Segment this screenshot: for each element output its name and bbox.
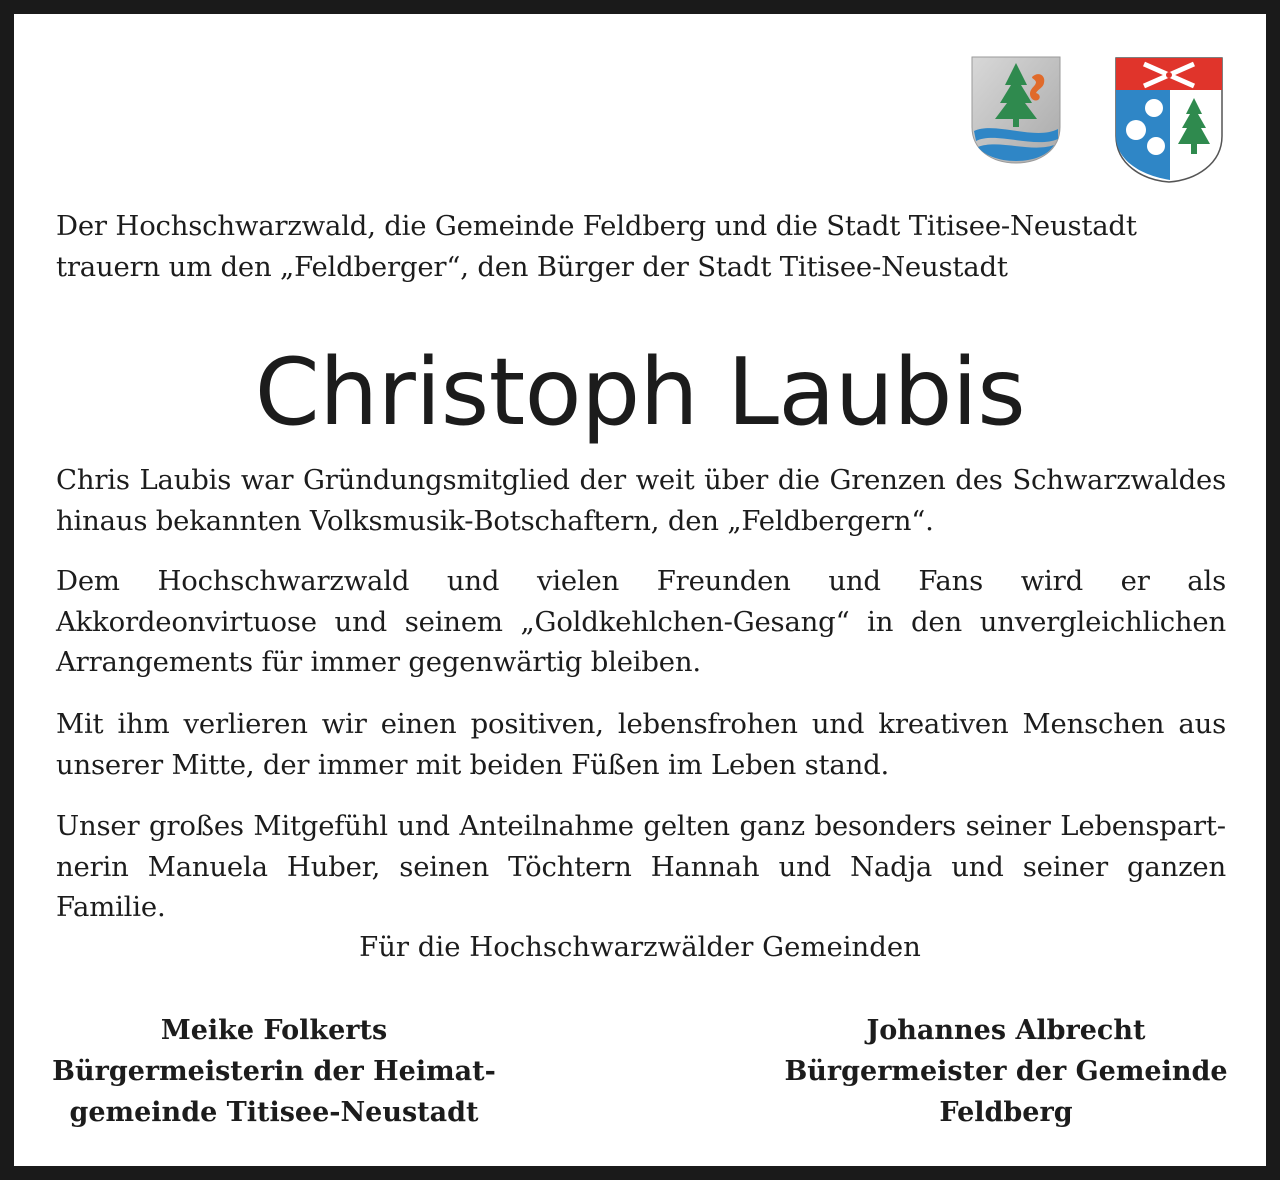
- closing-line: Für die Hochschwarzwälder Gemeinden: [359, 931, 921, 963]
- signatory-name: Meike Folkerts: [160, 1015, 388, 1046]
- signatory-title: Feldberg: [939, 1097, 1073, 1128]
- paragraph-founding-member: Chris Laubis war Gründungsmitglied der weit über die Grenzen des Schwarzwaldes hinaus bekannten Volksmusik-Botschaftern, den „Feldbergern“.: [56, 464, 1226, 537]
- paragraph-remembrance: Dem Hochschwarzwald und vielen Freunden und Fans wird er als Akkordeonvirtuose und seinem „Goldkehlchen-Gesang“ in den unvergleichlichen Arrangements für immer gegenwärtig bleiben.: [56, 565, 1226, 678]
- signature-left: [44, 1010, 504, 1133]
- obituary-notice: [14, 14, 1266, 1166]
- signatory-title: Bürgermeisterin der Heimat-: [52, 1056, 496, 1087]
- signatory-title: Bürgermeister der Gemeinde: [784, 1056, 1228, 1087]
- feldberg-coat-of-arms-icon: [1114, 56, 1224, 184]
- intro-text: Der Hochschwarzwald, die Gemeinde Feldberg und die Stadt Titisee-Neustadt trauern um den „Feldberger“, den Bürger der Stadt Titisee-Neustadt: [56, 210, 1137, 283]
- signature-right: [776, 1010, 1236, 1133]
- paragraph-loss: Mit ihm verlieren wir einen positiven, lebensfrohen und kreativen Menschen aus unserer Mitte, der immer mit beiden Füßen im Leben stand.: [56, 708, 1226, 781]
- deceased-name: Christoph Laubis: [254, 338, 1026, 446]
- paragraph-condolences: Unser großes Mitgefühl und Anteilnahme gelten ganz besonders seiner Lebenspartnerin Manuela Huber, seinen Töchtern Hannah und Nadja und seiner ganzen Familie.: [56, 810, 1226, 923]
- signatory-name: Johannes Albrecht: [866, 1015, 1146, 1046]
- titisee-neustadt-coat-of-arms-icon: [970, 55, 1062, 165]
- signatory-title: gemeinde Titisee-Neustadt: [69, 1097, 479, 1128]
